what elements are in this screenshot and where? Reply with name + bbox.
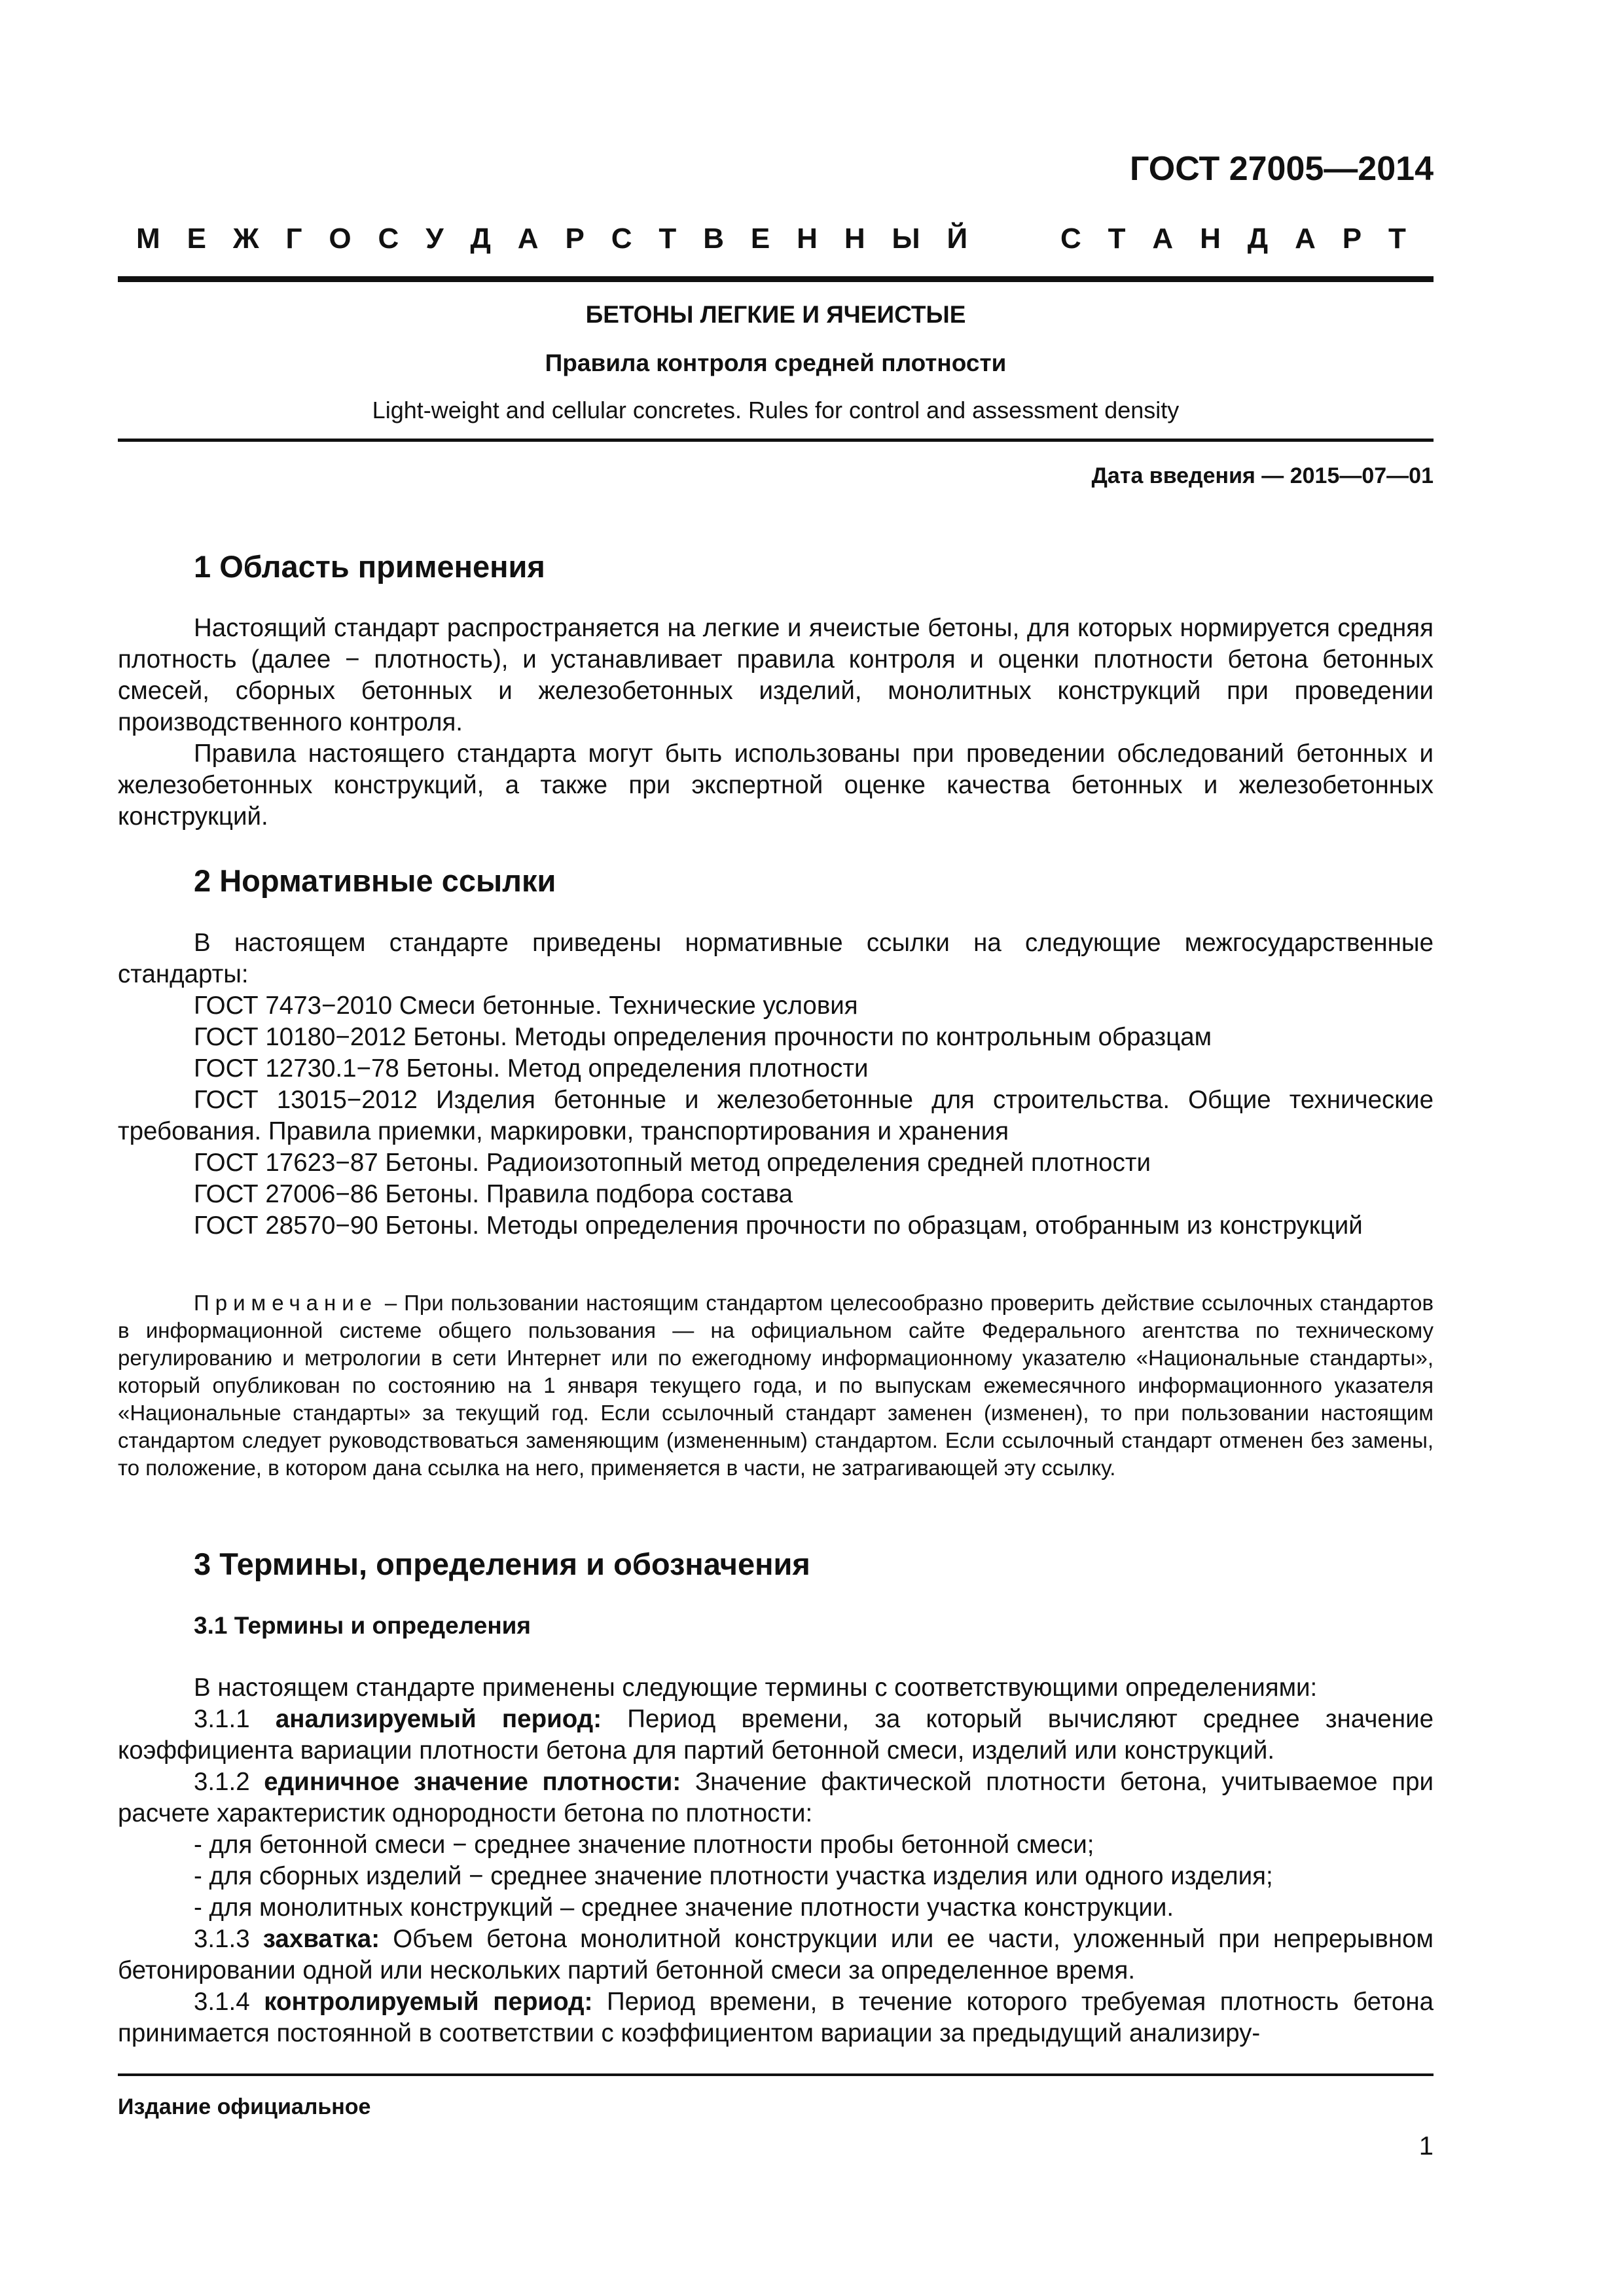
reference-item: ГОСТ 13015−2012 Изделия бетонные и железобетонные для строительства. Общие технические требования. Правила приемки, маркировки, транспортирования и хранения: [118, 1086, 1434, 1145]
subsection-3-1-heading: 3.1 Термины и определения: [194, 1612, 532, 1639]
reference-item: ГОСТ 10180−2012 Бетоны. Методы определения прочности по контрольным образцам: [194, 1023, 1212, 1051]
heading-letter: Д: [1247, 223, 1269, 255]
section-2-body: [118, 927, 1434, 1242]
heading-letter: А: [517, 223, 539, 255]
term-number: 3.1.3: [194, 1925, 263, 1953]
heading-letter: Д: [470, 223, 491, 255]
term-definition: [118, 1986, 1434, 2049]
term-name: контролируемый период:: [264, 1988, 593, 2016]
title-rule: [118, 439, 1434, 442]
introduction-date: Дата введения — 2015—07—01: [1091, 463, 1434, 488]
heading-letter: О: [329, 223, 352, 255]
paragraph: Настоящий стандарт распространяется на легкие и ячеистые бетоны, для которых нормируется средняя плотность (далее − плотность), и устанавливает правила контроля и оценки плотности бетона бетонных смесей, сборных бетонных и железобетонных изделий, монолитных конструкций при проведении производственного контроля.: [118, 614, 1434, 736]
term-number: 3.1.2: [194, 1768, 264, 1796]
note-block: [118, 1289, 1434, 1482]
heading-letter: В: [703, 223, 724, 255]
heading-letter: Ж: [232, 223, 259, 255]
header-rule: [118, 276, 1434, 282]
list-item: - для монолитных конструкций – среднее значение плотности участка конструкции.: [194, 1893, 1174, 1922]
section-1-body: [118, 613, 1434, 833]
paragraph: В настоящем стандарте приведены нормативные ссылки на следующие межгосударственные стандарты:: [118, 929, 1434, 988]
standard-code: ГОСТ 27005—2014: [1130, 150, 1434, 188]
heading-letter: С: [378, 223, 399, 255]
section-2-heading: 2 Нормативные ссылки: [194, 863, 556, 898]
note-label: Примечание: [194, 1291, 378, 1315]
document-subtitle: Правила контроля средней плотности: [545, 350, 1007, 376]
heading-letter: Г: [285, 223, 302, 255]
section-1-heading: 1 Область применения: [194, 549, 545, 584]
heading-letter: С: [1060, 223, 1081, 255]
list-item: - для бетонной смеси − среднее значение плотности пробы бетонной смеси;: [194, 1831, 1094, 1859]
heading-letter: Т: [659, 223, 677, 255]
word-gap: [994, 223, 1034, 255]
heading-letter: А: [1295, 223, 1316, 255]
section-3-heading: 3 Термины, определения и обозначения: [194, 1547, 810, 1581]
term-definition: [118, 1704, 1434, 1767]
heading-letter: У: [425, 223, 444, 255]
reference-item: ГОСТ 17623−87 Бетоны. Радиоизотопный метод определения средней плотности: [194, 1149, 1151, 1177]
heading-letter: Е: [750, 223, 770, 255]
term-text: Значение фактической плотности бетона, учитываемое при расчете характеристик однородности бетона по плотности:: [118, 1768, 1434, 1827]
term-text: Объем бетона монолитной конструкции или ее части, уложенный при непрерывном бетонировании одной или нескольких партий бетонной смеси за определенное время.: [118, 1925, 1434, 1984]
reference-item: ГОСТ 28570−90 Бетоны. Методы определения прочности по образцам, отобранным из конструкций: [194, 1211, 1363, 1240]
heading-letter: Р: [1342, 223, 1362, 255]
term-name: захватка:: [262, 1925, 380, 1953]
paragraph: В настоящем стандарте применены следующие термины с соответствующими определениями:: [194, 1674, 1318, 1702]
reference-item: ГОСТ 7473−2010 Смеси бетонные. Технические условия: [194, 992, 858, 1020]
heading-letter: Н: [1200, 223, 1221, 255]
paragraph: Правила настоящего стандарта могут быть использованы при проведении обследований бетонных и железобетонных конструкций, а также при экспертной оценке качества бетонных и железобетонных конструкций.: [118, 740, 1434, 831]
note-text: – При пользовании настоящим стандартом целесообразно проверить действие ссылочных стандартов в информационной системе общего пользования — на официальном сайте Федерального агентства по техническому регулированию и метрологии в сети Интернет или по ежегодному информационному указателю «Национальные стандарты», который опубликован по состоянию на 1 января текущего года, и по выпускам ежемесячного информационного указателя «Национальные стандарты» за текущий год. Если ссылочный стандарт заменен (изменен), то при пользовании настоящим стандартом следует руководствоваться заменяющим (измененным) стандартом. Если ссылочный стандарт отменен без замены, то положение, в котором дана ссылка на него, применяется в части, не затрагивающей эту ссылку.: [118, 1291, 1434, 1480]
reference-item: ГОСТ 27006−86 Бетоны. Правила подбора состава: [194, 1180, 793, 1208]
page-number: 1: [1418, 2132, 1434, 2161]
term-number: 3.1.4: [194, 1988, 264, 2016]
standard-type-heading: [136, 223, 1406, 255]
term-name: анализируемый период:: [275, 1705, 602, 1733]
reference-item: ГОСТ 12730.1−78 Бетоны. Метод определения плотности: [194, 1054, 869, 1083]
term-definition: [118, 1924, 1434, 1986]
term-number: 3.1.1: [194, 1705, 276, 1733]
heading-letter: С: [611, 223, 632, 255]
heading-letter: Е: [187, 223, 206, 255]
footer-rule: [118, 2073, 1434, 2076]
document-title: БЕТОНЫ ЛЕГКИЕ И ЯЧЕИСТЫЕ: [585, 301, 966, 328]
heading-letter: Р: [565, 223, 585, 255]
heading-letter: А: [1152, 223, 1174, 255]
heading-letter: Т: [1108, 223, 1126, 255]
heading-letter: Н: [797, 223, 818, 255]
term-text: Период времени, за который вычисляют среднее значение коэффициента вариации плотности бетона для партий бетонной смеси, изделий или конструкций.: [118, 1705, 1434, 1765]
heading-letter: Т: [1388, 223, 1406, 255]
term-definition: [118, 1767, 1434, 1829]
edition-label: Издание официальное: [118, 2094, 371, 2119]
section-3-body: [118, 1672, 1434, 2049]
term-name: единичное значение плотности:: [264, 1768, 681, 1796]
document-title-english: Light-weight and cellular concretes. Rules for control and assessment density: [372, 397, 1180, 423]
term-text: Период времени, в течение которого требуемая плотность бетона принимается постоянной в соответствии с коэффициентом вариации за предыдущий анализиру-: [118, 1988, 1434, 2047]
heading-letter: Й: [947, 223, 968, 255]
list-item: - для сборных изделий − среднее значение плотности участка изделия или одного изделия;: [194, 1862, 1273, 1890]
heading-letter: М: [136, 223, 160, 255]
heading-letter: Ы: [892, 223, 920, 255]
heading-letter: Н: [844, 223, 865, 255]
